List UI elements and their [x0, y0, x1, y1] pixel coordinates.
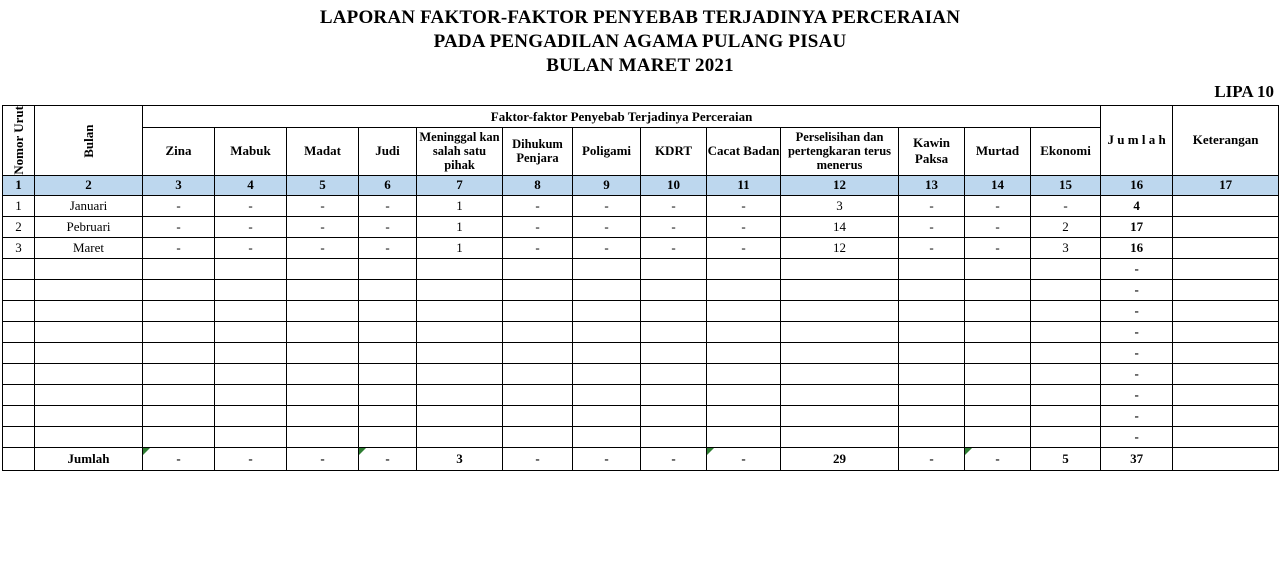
header-nomor-urut: Nomor Urut: [3, 106, 35, 176]
cell-no: [3, 279, 35, 300]
cell-mabuk: [215, 363, 287, 384]
cell-murtad: [965, 384, 1031, 405]
cell-poligami: [573, 321, 641, 342]
cell-dihukum-penjara: [503, 342, 573, 363]
cell-zina: [143, 279, 215, 300]
cell-poligami: [573, 258, 641, 279]
cell-kdrt: -: [641, 216, 707, 237]
cell-jumlah: -: [1101, 405, 1173, 426]
cell-kdrt: [641, 405, 707, 426]
report-title-block: [0, 0, 1280, 78]
cell-bulan: Pebruari: [35, 216, 143, 237]
cell-bulan: [35, 258, 143, 279]
cell-dihukum-penjara: [503, 384, 573, 405]
cell-jumlah: -: [1101, 342, 1173, 363]
table-row: [3, 405, 1279, 426]
colnum-11: 11: [707, 175, 781, 195]
header-factor-kawin-paksa: Kawin Paksa: [899, 128, 965, 176]
cell-meninggalkan: [417, 405, 503, 426]
cell-meninggalkan: 1: [417, 237, 503, 258]
colnum-5: 5: [287, 175, 359, 195]
summary-murtad: -: [965, 447, 1031, 470]
summary-kawin-paksa: -: [899, 447, 965, 470]
summary-dihukum-penjara: -: [503, 447, 573, 470]
cell-cacat-badan: [707, 321, 781, 342]
cell-kawin-paksa: [899, 279, 965, 300]
cell-perselisihan: 3: [781, 195, 899, 216]
cell-kawin-paksa: [899, 363, 965, 384]
cell-zina: [143, 321, 215, 342]
cell-no: [3, 258, 35, 279]
cell-perselisihan: [781, 342, 899, 363]
cell-cacat-badan: [707, 300, 781, 321]
cell-mabuk: [215, 426, 287, 447]
table-header-group-row: [3, 106, 1279, 128]
cell-murtad: -: [965, 195, 1031, 216]
summary-judi: -: [359, 447, 417, 470]
cell-meninggalkan: [417, 321, 503, 342]
cell-no: [3, 300, 35, 321]
cell-dihukum-penjara: [503, 426, 573, 447]
divorce-factors-table: [2, 105, 1279, 471]
cell-ekonomi: [1031, 342, 1101, 363]
cell-poligami: [573, 426, 641, 447]
colnum-15: 15: [1031, 175, 1101, 195]
cell-zina: [143, 426, 215, 447]
cell-ekonomi: [1031, 258, 1101, 279]
form-code: LIPA 10: [1214, 82, 1274, 101]
table-row: [3, 384, 1279, 405]
cell-kdrt: [641, 279, 707, 300]
cell-keterangan: [1173, 342, 1279, 363]
cell-meninggalkan: [417, 258, 503, 279]
cell-madat: [287, 258, 359, 279]
summary-madat: -: [287, 447, 359, 470]
cell-bulan: [35, 300, 143, 321]
cell-zina: -: [143, 216, 215, 237]
cell-perselisihan: [781, 279, 899, 300]
cell-murtad: -: [965, 237, 1031, 258]
table-body: [3, 195, 1279, 470]
cell-judi: -: [359, 195, 417, 216]
header-factor-dihukum-penjara: Dihukum Penjara: [503, 128, 573, 176]
cell-madat: -: [287, 195, 359, 216]
cell-dihukum-penjara: [503, 405, 573, 426]
cell-perselisihan: [781, 258, 899, 279]
cell-judi: -: [359, 216, 417, 237]
colnum-8: 8: [503, 175, 573, 195]
cell-kdrt: [641, 426, 707, 447]
cell-cacat-badan: [707, 405, 781, 426]
cell-perselisihan: 14: [781, 216, 899, 237]
colnum-14: 14: [965, 175, 1031, 195]
colnum-12: 12: [781, 175, 899, 195]
header-jumlah: J u m l a h: [1101, 106, 1173, 176]
table-row: [3, 237, 1279, 258]
cell-murtad: [965, 300, 1031, 321]
cell-ekonomi: -: [1031, 195, 1101, 216]
cell-kdrt: [641, 300, 707, 321]
cell-meninggalkan: [417, 363, 503, 384]
colnum-13: 13: [899, 175, 965, 195]
cell-no: 3: [3, 237, 35, 258]
cell-judi: [359, 384, 417, 405]
cell-zina: [143, 363, 215, 384]
cell-keterangan: [1173, 426, 1279, 447]
colnum-17: 17: [1173, 175, 1279, 195]
cell-judi: [359, 279, 417, 300]
cell-no: [3, 363, 35, 384]
colnum-9: 9: [573, 175, 641, 195]
cell-zina: [143, 342, 215, 363]
cell-kdrt: -: [641, 237, 707, 258]
colnum-7: 7: [417, 175, 503, 195]
summary-zina: -: [143, 447, 215, 470]
cell-judi: [359, 342, 417, 363]
summary-empty-cell: [3, 447, 35, 470]
cell-zina: [143, 300, 215, 321]
cell-bulan: [35, 342, 143, 363]
header-bulan: Bulan: [35, 106, 143, 176]
colnum-6: 6: [359, 175, 417, 195]
table-row: [3, 279, 1279, 300]
cell-kawin-paksa: [899, 426, 965, 447]
cell-mabuk: [215, 405, 287, 426]
cell-no: 1: [3, 195, 35, 216]
summary-cacat-badan: -: [707, 447, 781, 470]
cell-jumlah: -: [1101, 321, 1173, 342]
summary-jumlah: 37: [1101, 447, 1173, 470]
colnum-16: 16: [1101, 175, 1173, 195]
cell-ekonomi: 2: [1031, 216, 1101, 237]
table-row: [3, 321, 1279, 342]
cell-cacat-badan: [707, 384, 781, 405]
page-title-line-1: LAPORAN FAKTOR-FAKTOR PENYEBAB TERJADINYA PERCERAIAN: [319, 7, 961, 28]
cell-murtad: [965, 363, 1031, 384]
cell-dihukum-penjara: -: [503, 216, 573, 237]
cell-jumlah: -: [1101, 426, 1173, 447]
header-factor-judi: Judi: [359, 128, 417, 176]
table-column-number-row: [3, 175, 1279, 195]
cell-keterangan: [1173, 195, 1279, 216]
cell-madat: [287, 405, 359, 426]
colnum-1: 1: [3, 175, 35, 195]
table-row: [3, 195, 1279, 216]
header-factor-mabuk: Mabuk: [215, 128, 287, 176]
cell-perselisihan: [781, 405, 899, 426]
cell-jumlah: -: [1101, 363, 1173, 384]
cell-mabuk: -: [215, 237, 287, 258]
summary-kdrt: -: [641, 447, 707, 470]
cell-mabuk: [215, 384, 287, 405]
cell-meninggalkan: [417, 300, 503, 321]
cell-jumlah: -: [1101, 258, 1173, 279]
cell-madat: -: [287, 237, 359, 258]
cell-judi: [359, 363, 417, 384]
cell-keterangan: [1173, 321, 1279, 342]
cell-poligami: [573, 363, 641, 384]
cell-kdrt: [641, 321, 707, 342]
cell-madat: [287, 384, 359, 405]
table-row: [3, 300, 1279, 321]
page-title-line-2: PADA PENGADILAN AGAMA PULANG PISAU: [433, 31, 847, 52]
table-row: [3, 258, 1279, 279]
colnum-3: 3: [143, 175, 215, 195]
cell-cacat-badan: -: [707, 216, 781, 237]
cell-jumlah: -: [1101, 384, 1173, 405]
cell-kawin-paksa: [899, 342, 965, 363]
cell-keterangan: [1173, 216, 1279, 237]
cell-no: [3, 384, 35, 405]
summary-keterangan: [1173, 447, 1279, 470]
cell-dihukum-penjara: -: [503, 195, 573, 216]
cell-bulan: [35, 405, 143, 426]
cell-mabuk: [215, 300, 287, 321]
header-factor-poligami: Poligami: [573, 128, 641, 176]
cell-madat: [287, 279, 359, 300]
cell-bulan: Maret: [35, 237, 143, 258]
colnum-2: 2: [35, 175, 143, 195]
cell-kawin-paksa: [899, 258, 965, 279]
cell-madat: [287, 321, 359, 342]
cell-dihukum-penjara: -: [503, 237, 573, 258]
cell-murtad: -: [965, 216, 1031, 237]
table-row: [3, 216, 1279, 237]
cell-mabuk: -: [215, 216, 287, 237]
cell-dihukum-penjara: [503, 258, 573, 279]
cell-cacat-badan: [707, 342, 781, 363]
cell-murtad: [965, 321, 1031, 342]
table-row: [3, 342, 1279, 363]
cell-perselisihan: 12: [781, 237, 899, 258]
cell-jumlah: 17: [1101, 216, 1173, 237]
cell-zina: [143, 405, 215, 426]
cell-cacat-badan: -: [707, 237, 781, 258]
cell-zina: [143, 384, 215, 405]
cell-kdrt: [641, 342, 707, 363]
cell-meninggalkan: [417, 426, 503, 447]
cell-murtad: [965, 342, 1031, 363]
cell-meninggalkan: [417, 342, 503, 363]
cell-mabuk: [215, 342, 287, 363]
cell-bulan: [35, 363, 143, 384]
cell-madat: [287, 426, 359, 447]
cell-poligami: [573, 405, 641, 426]
cell-poligami: -: [573, 237, 641, 258]
cell-mabuk: [215, 321, 287, 342]
cell-bulan: [35, 384, 143, 405]
cell-bulan: [35, 321, 143, 342]
summary-mabuk: -: [215, 447, 287, 470]
header-factor-kdrt: KDRT: [641, 128, 707, 176]
cell-madat: [287, 342, 359, 363]
cell-kawin-paksa: [899, 405, 965, 426]
cell-judi: -: [359, 237, 417, 258]
summary-perselisihan: 29: [781, 447, 899, 470]
cell-dihukum-penjara: [503, 300, 573, 321]
cell-dihukum-penjara: [503, 363, 573, 384]
cell-murtad: [965, 258, 1031, 279]
cell-kawin-paksa: -: [899, 195, 965, 216]
cell-cacat-badan: -: [707, 195, 781, 216]
cell-keterangan: [1173, 363, 1279, 384]
cell-no: [3, 321, 35, 342]
cell-ekonomi: [1031, 321, 1101, 342]
cell-murtad: [965, 405, 1031, 426]
cell-kdrt: [641, 363, 707, 384]
cell-no: [3, 426, 35, 447]
summary-poligami: -: [573, 447, 641, 470]
cell-cacat-badan: [707, 426, 781, 447]
cell-ekonomi: [1031, 426, 1101, 447]
cell-judi: [359, 258, 417, 279]
cell-bulan: Januari: [35, 195, 143, 216]
cell-mabuk: [215, 258, 287, 279]
cell-ekonomi: [1031, 405, 1101, 426]
cell-kawin-paksa: -: [899, 216, 965, 237]
cell-ekonomi: [1031, 384, 1101, 405]
cell-poligami: [573, 279, 641, 300]
header-keterangan: Keterangan: [1173, 106, 1279, 176]
cell-poligami: -: [573, 195, 641, 216]
cell-jumlah: -: [1101, 300, 1173, 321]
cell-meninggalkan: 1: [417, 195, 503, 216]
cell-mabuk: -: [215, 195, 287, 216]
cell-ekonomi: [1031, 279, 1101, 300]
cell-ekonomi: [1031, 363, 1101, 384]
header-factor-meninggalkan-salah-satu-pihak: Meninggal kan salah satu pihak: [417, 128, 503, 176]
summary-ekonomi: 5: [1031, 447, 1101, 470]
cell-no: 2: [3, 216, 35, 237]
cell-judi: [359, 300, 417, 321]
cell-judi: [359, 405, 417, 426]
cell-kawin-paksa: [899, 300, 965, 321]
cell-judi: [359, 426, 417, 447]
table-row: [3, 426, 1279, 447]
cell-poligami: [573, 384, 641, 405]
cell-perselisihan: [781, 363, 899, 384]
cell-ekonomi: [1031, 300, 1101, 321]
cell-mabuk: [215, 279, 287, 300]
cell-perselisihan: [781, 426, 899, 447]
header-factor-cacat-badan: Cacat Badan: [707, 128, 781, 176]
header-factor-murtad: Murtad: [965, 128, 1031, 176]
cell-cacat-badan: [707, 363, 781, 384]
cell-judi: [359, 321, 417, 342]
cell-kawin-paksa: [899, 321, 965, 342]
cell-madat: -: [287, 216, 359, 237]
table-row: [3, 363, 1279, 384]
cell-dihukum-penjara: [503, 279, 573, 300]
cell-madat: [287, 300, 359, 321]
summary-meninggalkan: 3: [417, 447, 503, 470]
cell-meninggalkan: [417, 384, 503, 405]
cell-zina: -: [143, 195, 215, 216]
cell-kawin-paksa: [899, 384, 965, 405]
cell-cacat-badan: [707, 279, 781, 300]
cell-poligami: [573, 342, 641, 363]
cell-keterangan: [1173, 237, 1279, 258]
cell-no: [3, 405, 35, 426]
cell-dihukum-penjara: [503, 321, 573, 342]
cell-poligami: [573, 300, 641, 321]
cell-kdrt: -: [641, 195, 707, 216]
page-title-line-3: BULAN MARET 2021: [546, 55, 734, 76]
cell-murtad: [965, 426, 1031, 447]
header-factor-zina: Zina: [143, 128, 215, 176]
cell-keterangan: [1173, 384, 1279, 405]
cell-no: [3, 342, 35, 363]
header-factor-group: Faktor-faktor Penyebab Terjadinya Perceraian: [143, 106, 1101, 128]
cell-keterangan: [1173, 258, 1279, 279]
cell-bulan: [35, 279, 143, 300]
cell-jumlah: 4: [1101, 195, 1173, 216]
summary-label: Jumlah: [35, 447, 143, 470]
cell-poligami: -: [573, 216, 641, 237]
cell-ekonomi: 3: [1031, 237, 1101, 258]
cell-cacat-badan: [707, 258, 781, 279]
cell-keterangan: [1173, 279, 1279, 300]
cell-keterangan: [1173, 300, 1279, 321]
cell-meninggalkan: [417, 279, 503, 300]
cell-perselisihan: [781, 384, 899, 405]
table-summary-row: [3, 447, 1279, 470]
header-factor-madat: Madat: [287, 128, 359, 176]
colnum-4: 4: [215, 175, 287, 195]
colnum-10: 10: [641, 175, 707, 195]
cell-kdrt: [641, 384, 707, 405]
cell-jumlah: -: [1101, 279, 1173, 300]
cell-murtad: [965, 279, 1031, 300]
cell-keterangan: [1173, 405, 1279, 426]
cell-bulan: [35, 426, 143, 447]
cell-jumlah: 16: [1101, 237, 1173, 258]
cell-kawin-paksa: -: [899, 237, 965, 258]
cell-kdrt: [641, 258, 707, 279]
table-header-factor-row: [3, 128, 1279, 176]
cell-zina: -: [143, 237, 215, 258]
cell-meninggalkan: 1: [417, 216, 503, 237]
cell-madat: [287, 363, 359, 384]
cell-zina: [143, 258, 215, 279]
cell-perselisihan: [781, 321, 899, 342]
header-factor-perselisihan-dan-pertengkaran-terus-menerus: Perselisihan dan pertengkaran terus menerus: [781, 128, 899, 176]
header-factor-ekonomi: Ekonomi: [1031, 128, 1101, 176]
cell-perselisihan: [781, 300, 899, 321]
